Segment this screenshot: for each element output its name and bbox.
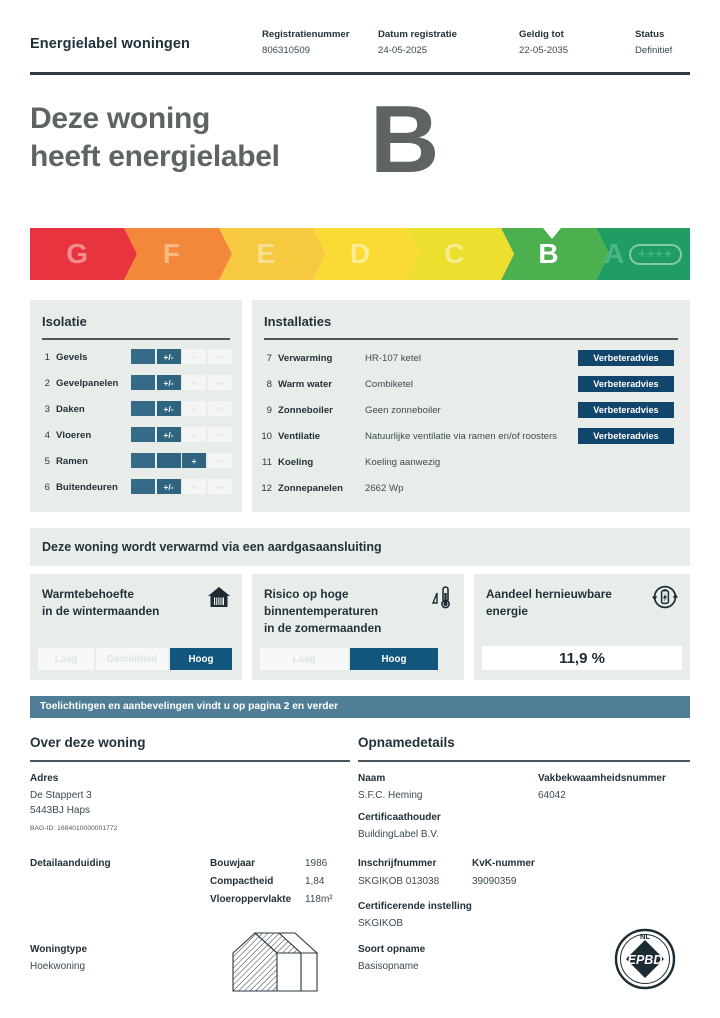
scale-step-chevron bbox=[124, 228, 137, 280]
vakbekwaamheidsnummer-label: Vakbekwaamheidsnummer bbox=[538, 773, 666, 784]
scale-step-letter: C bbox=[444, 238, 465, 269]
indicator-level-option[interactable]: Hoog bbox=[350, 648, 438, 670]
verbeteradvies-button[interactable]: Verbeteradvies bbox=[578, 428, 674, 444]
header-field-value: 806310509 bbox=[262, 45, 311, 56]
certificerende-instelling-value: SKGIKOB bbox=[358, 918, 404, 929]
indicator-title-line: in de wintermaanden bbox=[42, 604, 160, 618]
isolatie-row-number: 2 bbox=[44, 378, 50, 389]
installatie-row-label: Ventilatie bbox=[278, 431, 321, 442]
scale-step-chevron bbox=[407, 228, 420, 280]
isolatie-rating-segment: + bbox=[182, 401, 206, 416]
header-field-registratienummer bbox=[262, 28, 349, 58]
page-reference-banner bbox=[30, 696, 690, 718]
installatie-row-number: 12 bbox=[261, 483, 272, 494]
installatie-row-value: Koeling aanwezig bbox=[365, 457, 441, 468]
isolatie-row bbox=[30, 452, 242, 478]
thermometer-icon bbox=[428, 584, 454, 610]
installatie-row-number: 11 bbox=[262, 457, 272, 468]
kvk-nummer-label: KvK-nummer bbox=[472, 858, 535, 869]
isolatie-rating-segment: +/- bbox=[157, 375, 181, 390]
inschrijfnummer-label: Inschrijfnummer bbox=[358, 858, 437, 869]
scale-step-letter: A bbox=[604, 238, 625, 269]
scale-step-chevron bbox=[219, 228, 232, 280]
bag-id: BAG-ID: 1684010000001772 bbox=[30, 825, 118, 832]
soort-opname-value: Basisopname bbox=[358, 961, 419, 972]
scale-step-d bbox=[313, 228, 407, 280]
energy-scale bbox=[30, 228, 690, 280]
woning-section-divider bbox=[30, 760, 350, 762]
scale-step-chevron bbox=[501, 228, 514, 280]
isolatie-rating-segment bbox=[131, 453, 155, 468]
header-field-geldig-tot bbox=[519, 28, 568, 58]
naam-value: S.F.C. Heming bbox=[358, 790, 423, 801]
installaties-title: Installaties bbox=[264, 314, 332, 329]
opname-section-divider bbox=[358, 760, 690, 762]
installatie-row bbox=[252, 348, 690, 374]
installatie-row bbox=[252, 452, 690, 478]
isolatie-rating-segment: +/- bbox=[157, 479, 181, 494]
isolatie-rating-segment: +/- bbox=[157, 427, 181, 442]
isolatie-row-label: Gevels bbox=[56, 352, 88, 363]
kvk-nummer-value: 39090359 bbox=[472, 876, 517, 887]
verbeteradvies-button[interactable]: Verbeteradvies bbox=[578, 402, 674, 418]
scale-step-letter: G bbox=[66, 238, 89, 269]
isolatie-row bbox=[30, 426, 242, 452]
installatie-row-label: Zonneboiler bbox=[278, 405, 333, 416]
indicator-title-line: binnentemperaturen bbox=[264, 604, 379, 618]
installatie-row-label: Verwarming bbox=[278, 353, 333, 364]
indicator-title bbox=[486, 586, 612, 620]
isolatie-rating-segment: + bbox=[182, 479, 206, 494]
scale-step-f bbox=[124, 228, 218, 280]
installatie-row-label: Zonnepanelen bbox=[278, 483, 344, 494]
vloeroppervlakte-label: Vloeroppervlakte bbox=[210, 894, 292, 905]
installatie-row-number: 8 bbox=[266, 379, 272, 390]
installatie-row-number: 9 bbox=[266, 405, 272, 416]
gas-connection-text: Deze woning wordt verwarmd via een aardgasaansluiting bbox=[42, 540, 382, 554]
installaties-divider bbox=[264, 338, 678, 340]
scale-step-c bbox=[407, 228, 501, 280]
isolatie-rating-bar bbox=[131, 427, 232, 442]
woningtype-value: Hoekwoning bbox=[30, 961, 86, 972]
isolatie-panel bbox=[30, 300, 242, 512]
indicator-title bbox=[42, 586, 159, 620]
header-field-label: Geldig tot bbox=[519, 29, 564, 40]
isolatie-rating-segment: + bbox=[182, 375, 206, 390]
isolatie-row-number: 1 bbox=[44, 352, 50, 363]
scale-step-letter: B bbox=[538, 238, 559, 269]
isolatie-row bbox=[30, 374, 242, 400]
hero-heading-line1: Deze woning bbox=[30, 102, 211, 135]
isolatie-row-number: 3 bbox=[44, 404, 50, 415]
isolatie-rating-segment: + bbox=[182, 453, 206, 468]
certificaathouder-label: Certificaathouder bbox=[358, 812, 441, 823]
header-field-label: Status bbox=[635, 29, 665, 40]
hero-label-letter: B bbox=[370, 86, 438, 193]
isolatie-row bbox=[30, 400, 242, 426]
installatie-row-number: 7 bbox=[266, 353, 272, 364]
naam-label: Naam bbox=[358, 773, 386, 784]
scale-step-a bbox=[596, 228, 690, 280]
header-field-value: Definitief bbox=[635, 45, 673, 56]
indicator-level-scale bbox=[38, 648, 232, 670]
isolatie-rating-segment: ++ bbox=[208, 375, 232, 390]
compactheid-label: Compactheid bbox=[210, 876, 274, 887]
house-illustration bbox=[225, 925, 345, 1005]
isolatie-row-label: Vloeren bbox=[56, 430, 92, 441]
hero-heading-line2: heeft energielabel bbox=[30, 140, 280, 173]
detailaanduiding-label: Detailaanduiding bbox=[30, 858, 111, 869]
isolatie-rating-segment bbox=[131, 375, 155, 390]
isolatie-rating-segment: ++ bbox=[208, 349, 232, 364]
isolatie-row-number: 4 bbox=[44, 430, 50, 441]
footer-cutoff-text bbox=[30, 1004, 690, 1011]
indicator-level-scale bbox=[260, 648, 438, 670]
indicator-risico-zomer bbox=[252, 574, 464, 680]
isolatie-rating-segment bbox=[131, 349, 155, 364]
installatie-row bbox=[252, 426, 690, 452]
isolatie-rating-bar bbox=[131, 479, 232, 494]
indicator-title-line: Warmtebehoefte bbox=[42, 587, 134, 601]
inschrijfnummer-value: SKGIKOB 013038 bbox=[358, 876, 440, 887]
bouwjaar-value: 1986 bbox=[305, 858, 328, 869]
installatie-row-value: Combiketel bbox=[365, 379, 413, 390]
isolatie-rating-segment: ++ bbox=[208, 479, 232, 494]
renewable-percentage-value: 11,9 % bbox=[482, 646, 682, 670]
installatie-row-value: HR-107 ketel bbox=[365, 353, 421, 364]
isolatie-rows bbox=[30, 348, 242, 504]
header-field-label: Datum registratie bbox=[378, 29, 457, 40]
indicator-level-option[interactable]: Laag bbox=[38, 648, 94, 670]
isolatie-rating-segment: ++ bbox=[208, 427, 232, 442]
indicator-title-line: Risico op hoge bbox=[264, 587, 349, 601]
house-radiator-icon bbox=[206, 584, 232, 610]
vakbekwaamheidsnummer-value: 64042 bbox=[538, 790, 566, 801]
verbeteradvies-button[interactable]: Verbeteradvies bbox=[578, 376, 674, 392]
scale-step-plus-badge: ++++ bbox=[629, 244, 681, 265]
certificerende-instelling-label: Certificerende instelling bbox=[358, 901, 472, 912]
isolatie-row-label: Daken bbox=[56, 404, 85, 415]
woningtype-label: Woningtype bbox=[30, 944, 88, 955]
isolatie-rating-segment bbox=[131, 479, 155, 494]
scale-step-letter: E bbox=[256, 238, 276, 269]
isolatie-rating-segment: +/- bbox=[157, 401, 181, 416]
svg-text:EPBD: EPBD bbox=[627, 953, 663, 967]
installaties-rows bbox=[252, 348, 690, 504]
indicator-level-option[interactable]: Hoog bbox=[170, 648, 232, 670]
installatie-row bbox=[252, 374, 690, 400]
epbd-nl-logo bbox=[614, 928, 676, 995]
document-header bbox=[30, 28, 690, 70]
indicator-warmtebehoefte bbox=[30, 574, 242, 680]
isolatie-rating-bar bbox=[131, 375, 232, 390]
isolatie-divider bbox=[42, 338, 230, 340]
installaties-panel bbox=[252, 300, 690, 512]
installatie-row-number: 10 bbox=[261, 431, 272, 442]
isolatie-rating-bar bbox=[131, 453, 232, 468]
indicator-title bbox=[264, 586, 381, 637]
renewable-battery-icon bbox=[652, 584, 678, 610]
isolatie-rating-segment: +/- bbox=[157, 349, 181, 364]
woning-section-title: Over deze woning bbox=[30, 735, 146, 750]
isolatie-rating-segment bbox=[131, 427, 155, 442]
installatie-row-value: Geen zonneboiler bbox=[365, 405, 441, 416]
isolatie-rating-segment: + bbox=[182, 349, 206, 364]
scale-step-letter: F bbox=[162, 238, 180, 269]
isolatie-rating-segment: + bbox=[182, 427, 206, 442]
installatie-row-value: Natuurlijke ventilatie via ramen en/of roosters bbox=[365, 431, 557, 442]
adres-label: Adres bbox=[30, 773, 59, 784]
installatie-row bbox=[252, 400, 690, 426]
isolatie-rating-segment: ++ bbox=[208, 401, 232, 416]
vloeroppervlakte-value: 118m² bbox=[305, 894, 333, 905]
adres-line1: De Stappert 3 bbox=[30, 790, 92, 801]
indicator-hernieuwbare-energie bbox=[474, 574, 690, 680]
isolatie-rating-bar bbox=[131, 401, 232, 416]
isolatie-row bbox=[30, 348, 242, 374]
header-divider bbox=[30, 72, 690, 75]
indicator-level-option[interactable]: Gemiddeld bbox=[96, 648, 168, 670]
opname-section-title: Opnamedetails bbox=[358, 735, 455, 750]
installatie-row-label: Warm water bbox=[278, 379, 333, 390]
compactheid-value: 1,84 bbox=[305, 876, 325, 887]
isolatie-rating-bar bbox=[131, 349, 232, 364]
indicator-title-line: energie bbox=[486, 604, 528, 618]
svg-text:NL: NL bbox=[640, 932, 650, 941]
isolatie-row-label: Ramen bbox=[56, 456, 88, 467]
scale-step-g bbox=[30, 228, 124, 280]
isolatie-title: Isolatie bbox=[42, 314, 87, 329]
isolatie-row-label: Gevelpanelen bbox=[56, 378, 119, 389]
isolatie-row bbox=[30, 478, 242, 504]
hero-heading bbox=[30, 100, 280, 176]
scale-step-chevron bbox=[313, 228, 326, 280]
document-title: Energielabel woningen bbox=[30, 36, 191, 52]
gas-connection-notice bbox=[30, 528, 690, 566]
installatie-row-value: 2662 Wp bbox=[365, 483, 404, 494]
soort-opname-label: Soort opname bbox=[358, 944, 426, 955]
installatie-row bbox=[252, 478, 690, 504]
scale-step-letter: D bbox=[349, 238, 371, 269]
header-field-status bbox=[635, 28, 672, 58]
isolatie-rating-segment: ++ bbox=[208, 453, 232, 468]
header-field-value: 22-05-2035 bbox=[519, 45, 569, 56]
bouwjaar-label: Bouwjaar bbox=[210, 858, 256, 869]
header-field-label: Registratienummer bbox=[262, 29, 350, 40]
header-field-datum-registratie bbox=[378, 28, 457, 58]
current-label-marker bbox=[543, 228, 561, 239]
installatie-row-label: Koeling bbox=[278, 457, 314, 468]
verbeteradvies-button[interactable]: Verbeteradvies bbox=[578, 350, 674, 366]
indicator-level-option[interactable]: Laag bbox=[260, 648, 348, 670]
scale-step-e bbox=[219, 228, 313, 280]
isolatie-row-number: 5 bbox=[44, 456, 50, 467]
isolatie-rating-segment bbox=[131, 401, 155, 416]
isolatie-row-number: 6 bbox=[44, 482, 50, 493]
certificaathouder-value: BuildingLabel B.V. bbox=[358, 829, 439, 840]
indicator-title-line: in de zomermaanden bbox=[264, 621, 382, 635]
isolatie-rating-segment bbox=[157, 453, 181, 468]
adres-line2: 5443BJ Haps bbox=[30, 805, 91, 816]
indicator-title-line: Aandeel hernieuwbare bbox=[486, 587, 612, 601]
isolatie-row-label: Buitendeuren bbox=[56, 482, 118, 493]
page-reference-text: Toelichtingen en aanbevelingen vindt u op pagina 2 en verder bbox=[40, 701, 339, 712]
header-field-value: 24-05-2025 bbox=[378, 45, 428, 56]
